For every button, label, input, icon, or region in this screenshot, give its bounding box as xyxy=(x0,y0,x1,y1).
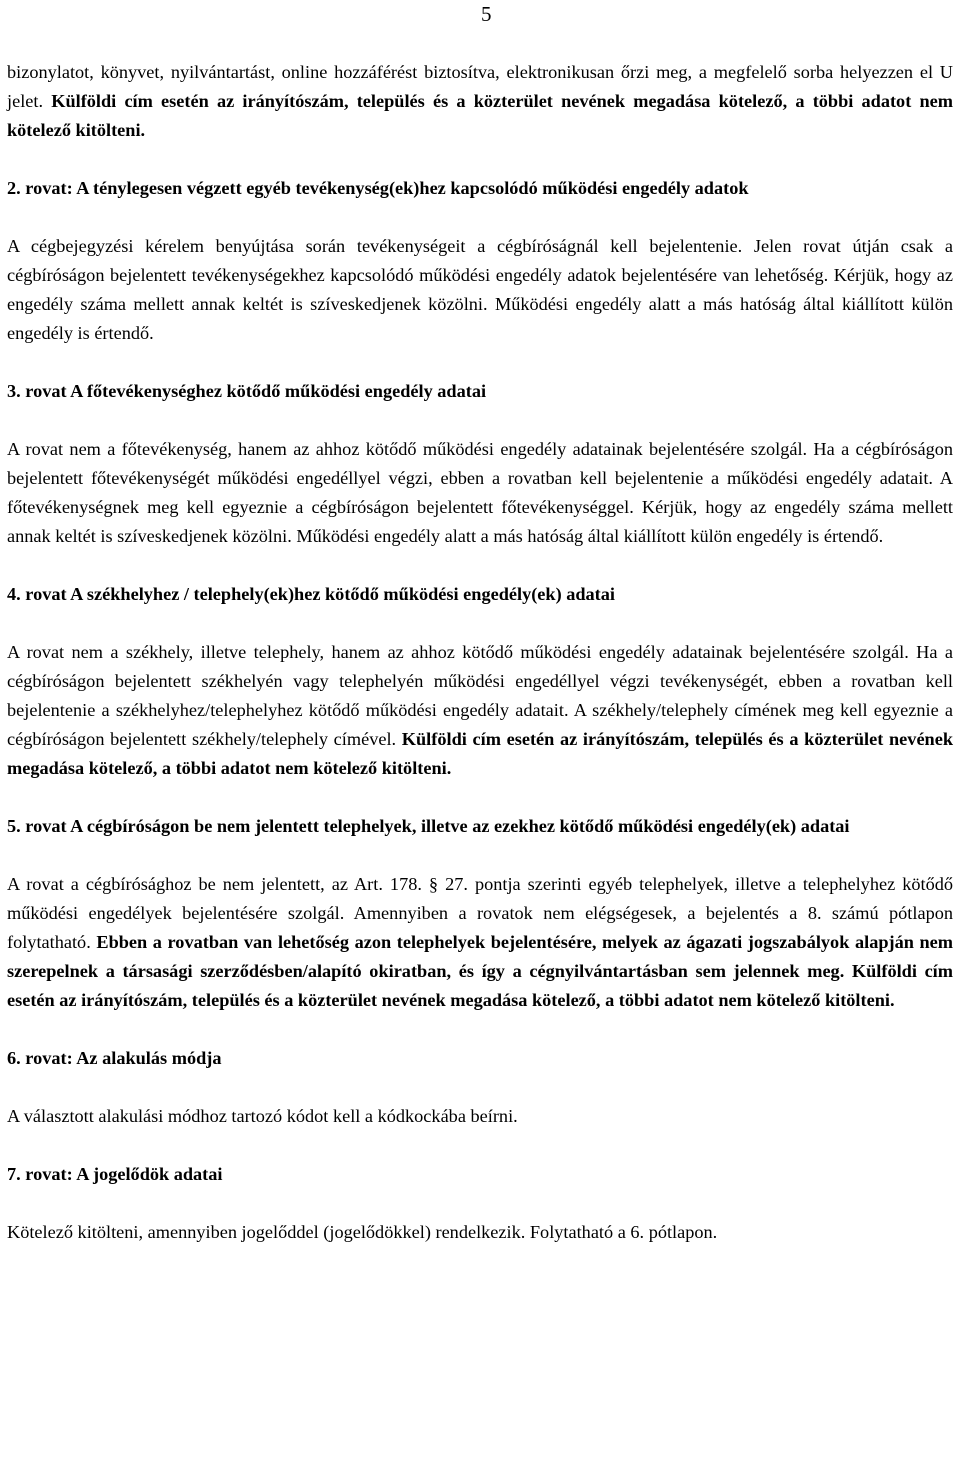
section-5-text: A rovat a cégbírósághoz be nem jelentett, az Art. 178. § 27. pontja szerinti egyéb telephelyek, illetve a telephelyhez kötődő működési engedélyek bejelentésére szolgál. Amennyiben a rovatok nem elégségesek, a bejelentés a 8. számú pótlapon folytatható. xyxy=(7,874,953,952)
page-number: 5 xyxy=(481,2,492,26)
section-2-heading: 2. rovat: A ténylegesen végzett egyéb tevékenység(ek)hez kapcsolódó működési engedély adatok xyxy=(7,178,749,198)
document-body xyxy=(7,58,953,1247)
section-6-body: A választott alakulási módhoz tartozó kódot kell a kódkockába beírni. xyxy=(7,1106,518,1126)
section-7-body: Kötelező kitölteni, amennyiben jogelőddel (jogelődökkel) rendelkezik. Folytatható a 6. pótlapon. xyxy=(7,1222,718,1242)
section-2-body: A cégbejegyzési kérelem benyújtása során tevékenységeit a cégbíróságnál kell bejelentenie. Jelen rovat útján csak a cégbíróságon bejelentett tevékenységekhez kapcsolódó működési engedély adatok bejelentésére van lehetőség. Kérjük, hogy az engedély száma mellett annak keltét is szíveskedjenek közölni. Működési engedély alatt a más hatóság által kiállított külön engedély is értendő. xyxy=(7,236,953,343)
section-4-heading: 4. rovat A székhelyhez / telephely(ek)hez kötődő működési engedély(ek) adatai xyxy=(7,584,615,604)
section-5-bold-text: Ebben a rovatban van lehetőség azon telephelyek bejelentésére, melyek az ágazati jogszabályok alapján nem szerepelnek a társasági szerződésben/alapító okiratban, és így a cégnyilvántartásban sem jelennek meg. Külföldi cím esetén az irányítószám, település és a közterület nevének megadása kötelező, a többi adatot nem kötelező kitölteni. xyxy=(7,932,954,1010)
section-5-body xyxy=(7,870,953,1015)
intro-paragraph xyxy=(7,58,953,145)
section-4-bold-text: Külföldi cím esetén az irányítószám, település és a közterület nevének megadása kötelező, a többi adatot nem kötelező kitölteni. xyxy=(7,729,954,778)
section-5-heading: 5. rovat A cégbíróságon be nem jelentett telephelyek, illetve az ezekhez kötődő működési engedély(ek) adatai xyxy=(7,816,850,836)
section-4-body xyxy=(7,638,953,783)
section-3-body: A rovat nem a főtevékenység, hanem az ahhoz kötődő működési engedély adatainak bejelentésére szolgál. Ha a cégbíróságon bejelentett főtevékenységét működési engedéllyel végzi, ebben a rovatban kell bejelentenie a működési engedély adatait. A főtevékenységnek meg kell egyeznie a cégbíróságon bejelentett főtevékenységgel. Kérjük, hogy az engedély száma mellett annak keltét is szíveskedjenek közölni. Működési engedély alatt a más hatóság által kiállított külön engedély is értendő. xyxy=(7,439,953,546)
intro-text: bizonylatot, könyvet, nyilvántartást, online hozzáférést biztosítva, elektronikusan őrzi meg, a megfelelő sorba helyezzen el U jelet. xyxy=(7,62,953,111)
section-4-text: A rovat nem a székhely, illetve telephely, hanem az ahhoz kötődő működési engedély adatainak bejelentésére szolgál. Ha a cégbíróságon bejelentett székhelyén vagy telephelyén működési engedéllyel végzi tevékenységét, ebben a rovatban kell bejelentenie a székhelyhez/telephelyhez kötődő működési engedély adatait. A székhely/telephely címének meg kell egyeznie a cégbíróságon bejelentett székhely/telephely címével. xyxy=(7,642,953,749)
section-3-heading: 3. rovat A főtevékenységhez kötődő működési engedély adatai xyxy=(7,381,487,401)
intro-bold-text: Külföldi cím esetén az irányítószám, település és a közterület nevének megadása kötelező, a többi adatot nem kötelező kitölteni. xyxy=(7,91,953,140)
section-7-heading: 7. rovat: A jogelődök adatai xyxy=(7,1164,223,1184)
section-6-heading: 6. rovat: Az alakulás módja xyxy=(7,1048,222,1068)
